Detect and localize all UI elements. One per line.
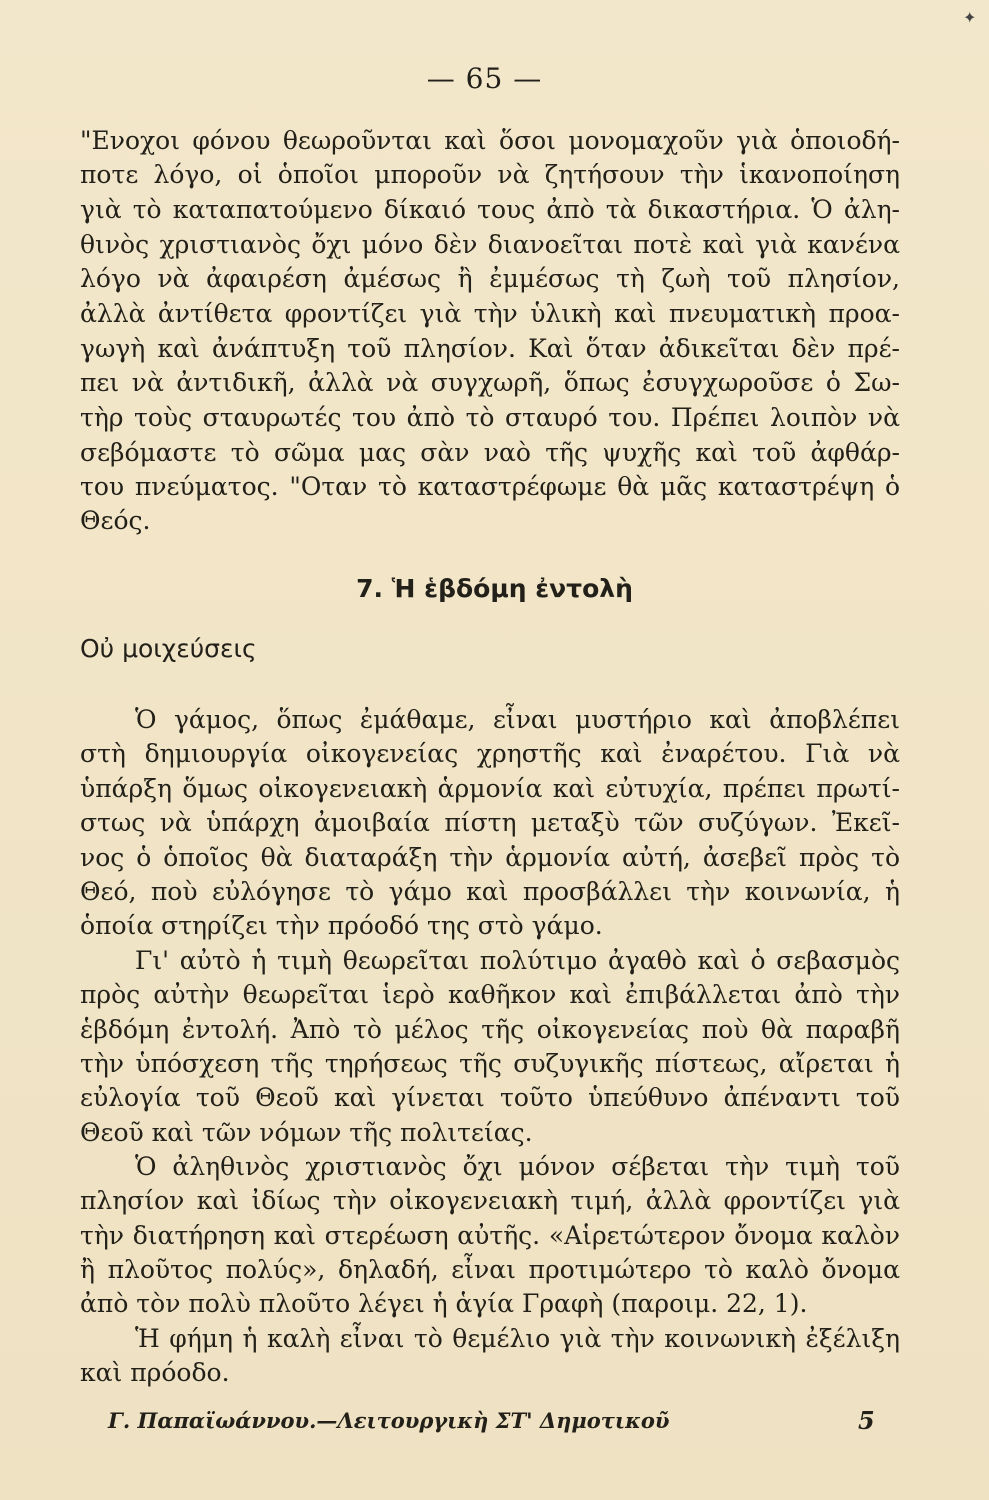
text-line: ἑβδόμη ἐντολή. Ἀπὸ τὸ μέλος τῆς οἰκογενείας ποὺ θὰ παραβῆ [80, 1015, 900, 1044]
text-line: λόγο νὰ ἀφαιρέση ἀμέσως ἢ ἐμμέσως τὴ ζωὴ τοῦ πλησίον, [80, 264, 900, 293]
text-line: ποτε λόγο, οἱ ὁποῖοι μποροῦν νὰ ζητήσουν τὴν ἱκανοποίηση [80, 160, 900, 189]
text-line: Θεός. [80, 506, 151, 535]
text-line: τὴρ τοὺς σταυρωτές του ἀπὸ τὸ σταυρό του. Πρέπει λοιπὸν νὰ [80, 403, 900, 432]
text-line: ἀπὸ τὸν πολὺ πλοῦτο λέγει ἡ ἁγία Γραφὴ (παροιμ. 22, 1). [80, 1289, 808, 1318]
text-line: σεβόμαστε τὸ σῶμα μας σὰν ναὸ τῆς ψυχῆς καὶ τοῦ ἀφθάρ- [80, 438, 900, 467]
text-line: ἀλλὰ ἀντίθετα φροντίζει γιὰ τὴν ὑλικὴ καὶ πνευματικὴ προα- [80, 299, 900, 328]
text-line: θινὸς χριστιανὸς ὄχι μόνο δὲν διανοεῖται ποτὲ καὶ γιὰ κανένα [80, 230, 900, 259]
corner-mark: ✦ [963, 8, 977, 27]
page-number: — 65 — [426, 62, 543, 95]
text-line: Γι' αὐτὸ ἡ τιμὴ θεωρεῖται πολύτιμο ἀγαθὸ καὶ ὁ σεβασμὸς [135, 946, 900, 975]
text-line: γιὰ τὸ καταπατούμενο δίκαιό τους ἀπὸ τὰ δικαστήρια. Ὁ ἀλη- [80, 195, 900, 224]
footer-sheet-number: 5 [858, 1406, 875, 1435]
section-subheading: Οὐ μοιχεύσεις [80, 634, 257, 663]
text-line: πρὸς αὐτὴν θεωρεῖται ἱερὸ καθῆκον καὶ ἐπιβάλλεται ἀπὸ τὴν [80, 980, 900, 1009]
text-line: νος ὁ ὁποῖος θὰ διαταράξη τὴν ἁρμονία αὐτή, ἀσεβεῖ πρὸς τὸ [80, 843, 900, 872]
footer-signature: Γ. Παπαϊωάννου.—Λειτουργικὴ ΣΤ' Δημοτικοῦ [108, 1408, 670, 1433]
text-line: Θεό, ποὺ εὐλόγησε τὸ γάμο καὶ προσβάλλει τὴν κοινωνία, ἡ [80, 877, 900, 906]
text-line: εὐλογία τοῦ Θεοῦ καὶ γίνεται τοῦτο ὑπεύθυνο ἀπέναντι τοῦ [80, 1083, 900, 1112]
text-line: Ὁ γάμος, ὅπως ἐμάθαμε, εἶναι μυστήριο καὶ ἀποβλέπει [135, 705, 900, 734]
text-line: ὑπάρξη ὅμως οἰκογενειακὴ ἁρμονία καὶ εὐτυχία, πρέπει πρωτί- [80, 774, 900, 803]
text-line: Θεοῦ καὶ τῶν νόμων τῆς πολιτείας. [80, 1118, 533, 1147]
text-line: του πνεύματος. "Οταν τὸ καταστρέφωμε θὰ μᾶς καταστρέψη ὁ [80, 472, 900, 501]
text-line: στως νὰ ὑπάρχη ἀμοιβαία πίστη μεταξὺ τῶν συζύγων. Ἐκεῖ- [80, 808, 900, 837]
text-line: γωγὴ καὶ ἀνάπτυξη τοῦ πλησίον. Καὶ ὅταν ἀδικεῖται δὲν πρέ- [80, 334, 900, 363]
section-heading: 7. Ἡ ἑβδόμη ἐντολὴ [356, 574, 633, 603]
text-line: στὴ δημιουργία οἰκογενείας χρηστῆς καὶ ἐναρέτου. Γιὰ νὰ [80, 739, 900, 768]
text-line: πει νὰ ἀντιδικῆ, ἀλλὰ νὰ συγχωρῆ, ὅπως ἐσυγχωροῦσε ὁ Σω- [80, 368, 900, 397]
text-line: ὁποία στηρίζει τὴν πρόοδό της στὸ γάμο. [80, 911, 603, 940]
text-line: ἢ πλοῦτος πολύς», δηλαδή, εἶναι προτιμώτερο τὸ καλὸ ὄνομα [80, 1255, 900, 1284]
text-line: Ἡ φήμη ἡ καλὴ εἶναι τὸ θεμέλιο γιὰ τὴν κοινωνικὴ ἐξέλιξη [135, 1324, 900, 1353]
text-line: τὴν ὑπόσχεση τῆς τηρήσεως τῆς συζυγικῆς πίστεως, αἴρεται ἡ [80, 1049, 900, 1078]
text-line: πλησίον καὶ ἰδίως τὴν οἰκογενειακὴ τιμή, ἀλλὰ φροντίζει γιὰ [80, 1186, 900, 1215]
text-line: τὴν διατήρηση καὶ στερέωση αὐτῆς. «Αἱρετώτερον ὄνομα καλὸν [80, 1221, 900, 1250]
text-line: Ὁ ἀληθινὸς χριστιανὸς ὄχι μόνον σέβεται τὴν τιμὴ τοῦ [135, 1152, 900, 1181]
text-line: "Ενοχοι φόνου θεωροῦνται καὶ ὅσοι μονομαχοῦν γιὰ ὁποιοδή- [80, 126, 900, 155]
text-line: καὶ πρόοδο. [80, 1358, 230, 1387]
